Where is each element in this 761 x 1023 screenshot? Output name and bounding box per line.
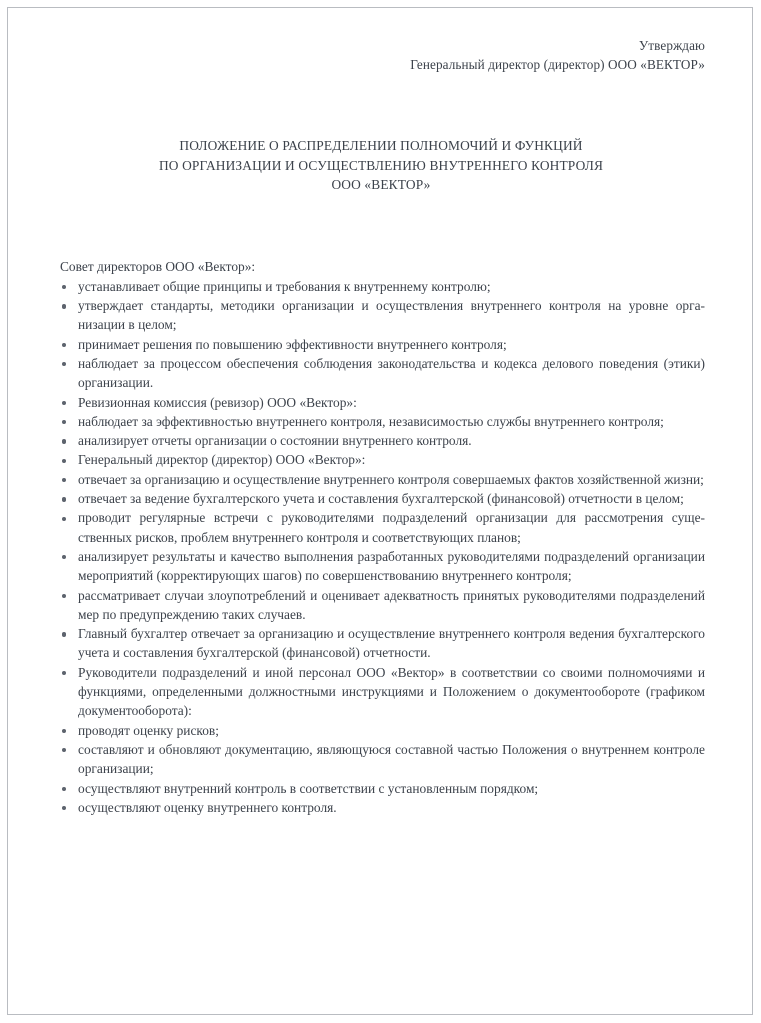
list-item xyxy=(57,296,705,335)
list-item xyxy=(57,721,705,740)
list-item xyxy=(57,547,705,586)
list-item xyxy=(57,412,705,431)
list-item xyxy=(57,586,705,625)
list-item xyxy=(57,393,705,412)
list-item-text: Ревизионная комиссия (ревизор) ООО «Вектор»: xyxy=(78,394,357,410)
approval-label: Утверждаю xyxy=(638,38,705,53)
list-item xyxy=(57,740,705,779)
list-item xyxy=(57,277,705,296)
list-item-text: Руководители подразделений и иной персонал ООО «Вектор» в соответствии со своими полномочиями и функциями, определенными должностными инструкциями и Положением о документообороте (графиком документооборота): xyxy=(78,664,705,719)
list-item-text: Главный бухгалтер отвечает за организацию и осуществление внутреннего контроля ведения бухгалтерского учета и составления бухгалтерской (финансовой) отчетности. xyxy=(78,626,705,661)
document-body xyxy=(57,257,705,818)
document-title-line-2: ПО ОРГАНИЗАЦИИ И ОСУЩЕСТВЛЕНИЮ ВНУТРЕННЕГО КОНТРОЛЯ xyxy=(158,157,604,173)
list-item xyxy=(57,779,705,798)
list-item xyxy=(57,431,705,450)
list-item-text: отвечает за ведение бухгалтерского учета и составления бухгалтерской (финансовой) отчетности в целом; xyxy=(78,491,684,507)
list-item xyxy=(57,624,705,663)
list-item-text: принимает решения по повышению эффективности внутреннего контроля; xyxy=(78,336,507,352)
list-item-text: рассматривает случаи злоупотреблений и оценивает адекватность принятых руководителями подразделений мер по предупреждению таких случаев. xyxy=(78,587,705,622)
responsibilities-list xyxy=(57,277,705,817)
list-item xyxy=(57,354,705,393)
list-item xyxy=(57,663,705,721)
list-item-text: наблюдает за эффективностью внутреннего контроля, независимостью службы внутреннего контроля; xyxy=(78,413,664,429)
list-item-text: устанавливает общие принципы и требования к внутреннему контролю; xyxy=(78,278,491,294)
list-item xyxy=(57,470,705,489)
approval-header xyxy=(57,36,705,74)
document-title-line-1: ПОЛОЖЕНИЕ О РАСПРЕДЕЛЕНИИ ПОЛНОМОЧИЙ И ФУНКЦИЙ xyxy=(179,138,583,153)
list-item-text: утверждает стандарты, методики организации и осуществления внутреннего контроля на уровне организации в целом; xyxy=(78,298,705,333)
document-title xyxy=(57,136,705,195)
list-item-text: анализирует результаты и качество выполнения разработанных руководителями подразделений организации мероприятий (корректирующих шагов) по совершенствованию внутреннего контроля; xyxy=(78,548,705,584)
list-item-text: осуществляют оценку внутреннего контроля. xyxy=(78,799,337,815)
list-item xyxy=(57,450,705,469)
list-item-text: осуществляют внутренний контроль в соответствии с установленным порядком; xyxy=(78,780,539,796)
list-item-text: проводит регулярные встречи с руководителями подразделений организации для рассмотрения существенных рисков, проблем внутреннего контроля и соответствующих планов; xyxy=(78,510,705,545)
body-lead-paragraph: Совет директоров ООО «Вектор»: xyxy=(60,258,256,274)
document-title-line-3: ООО «ВЕКТОР» xyxy=(331,177,431,192)
list-item xyxy=(57,798,705,817)
list-item xyxy=(57,508,705,547)
approval-signatory: Генеральный директор (директор) ООО «ВЕКТОР» xyxy=(410,57,705,72)
list-item xyxy=(57,335,705,354)
list-item xyxy=(57,489,705,508)
list-item-text: анализирует отчеты организации о состоянии внутреннего контроля. xyxy=(78,433,472,449)
list-item-text: наблюдает за процессом обеспечения соблюдения законодательства и кодекса делового поведения (этики) организации. xyxy=(78,355,705,391)
list-item-text: составляют и обновляют документацию, являющуюся составной частью Положения о внутреннем контроле организации; xyxy=(78,741,705,777)
list-item-text: проводят оценку рисков; xyxy=(78,722,219,738)
list-item-text: отвечает за организацию и осуществление внутреннего контроля совершаемых фактов хозяйственной жизни; xyxy=(78,471,704,487)
list-item-text: Генеральный директор (директор) ООО «Вектор»: xyxy=(78,452,366,468)
